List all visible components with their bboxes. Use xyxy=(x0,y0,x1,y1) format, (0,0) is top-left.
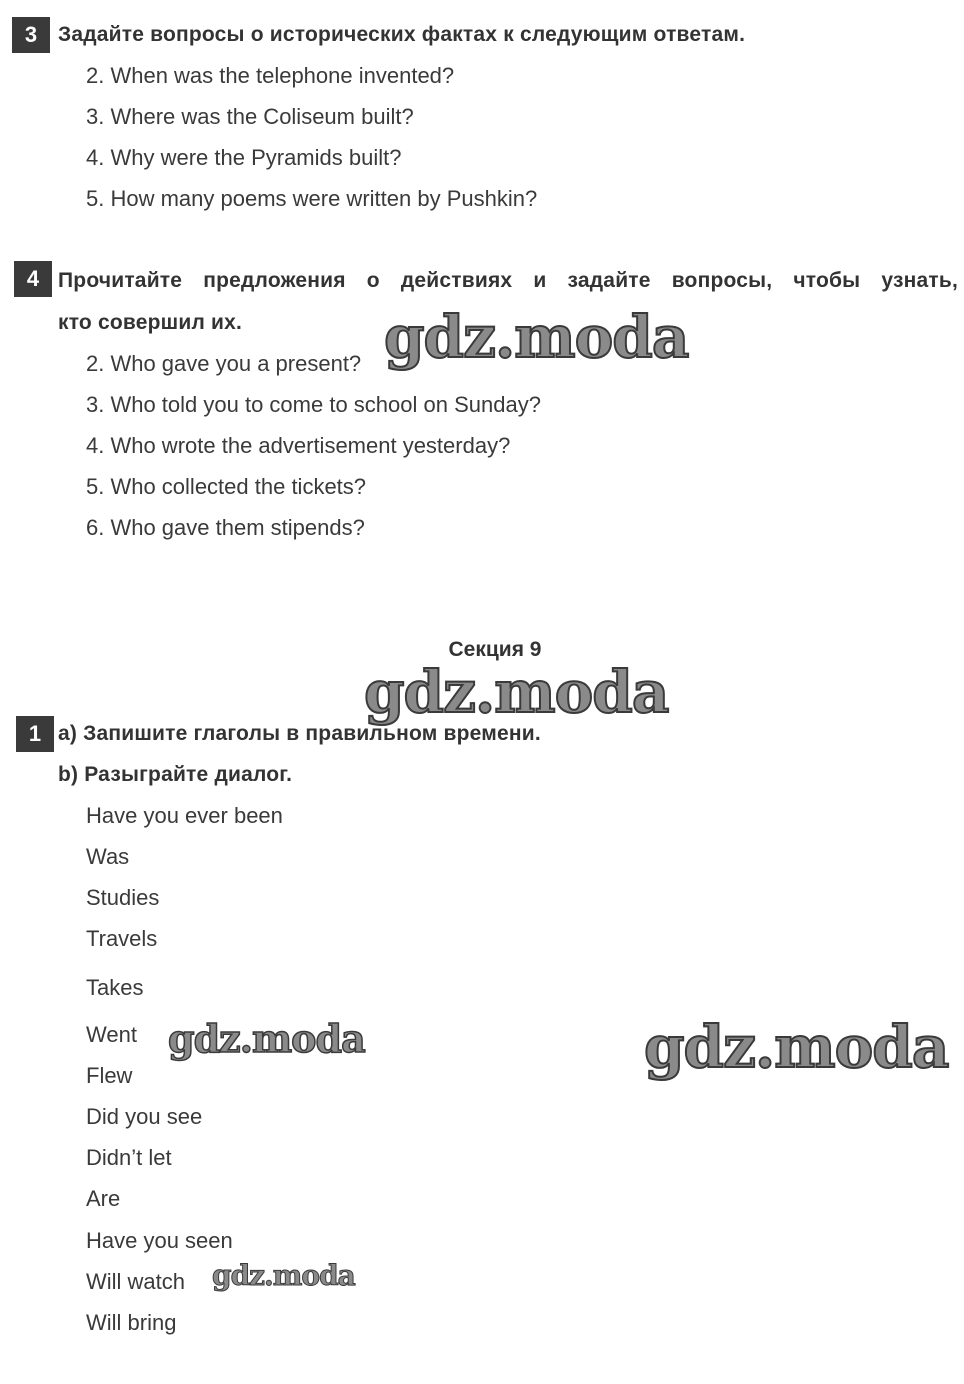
answer-3: Studies xyxy=(86,885,160,910)
exercise-number-4: 4 xyxy=(14,261,52,297)
exercise-number-3: 3 xyxy=(12,17,50,53)
exercise-4-item-2: 2. Who gave you a present? xyxy=(86,351,362,376)
exercise-1-task-b: b) Разыграйте диалог. xyxy=(58,763,293,786)
answer-6: Went xyxy=(86,1022,137,1047)
exercise-4-item-5: 5. Who collected the tickets? xyxy=(86,474,367,499)
exercise-4-item-6: 6. Who gave them stipends? xyxy=(86,515,365,540)
watermark-logo: gdz.moda xyxy=(644,1013,949,1081)
exercise-4-instruction-line-2: кто совершил их. xyxy=(58,311,243,334)
exercise-4-instruction-line-1: Прочитайте предложения о действиях и задайте вопросы, чтобы узнать, xyxy=(58,269,958,292)
exercise-number-1: 1 xyxy=(16,716,54,752)
answer-4: Travels xyxy=(86,926,158,951)
answer-8: Did you see xyxy=(86,1104,203,1129)
exercise-3-instruction: Задайте вопросы о исторических фактах к следующим ответам. xyxy=(58,23,746,46)
answer-13: Will bring xyxy=(86,1310,177,1335)
answer-5: Takes xyxy=(86,975,144,1000)
section-heading: Секция 9 xyxy=(448,638,542,661)
answer-1: Have you ever been xyxy=(86,803,283,828)
watermark-logo: gdz.moda xyxy=(212,1259,355,1292)
exercise-4-item-4: 4. Who wrote the advertisement yesterday? xyxy=(86,433,511,458)
exercise-3-item-3: 3. Where was the Coliseum built? xyxy=(86,104,414,129)
exercise-4-item-3: 3. Who told you to come to school on Sunday? xyxy=(86,392,541,417)
answer-2: Was xyxy=(86,844,130,869)
exercise-3-item-4: 4. Why were the Pyramids built? xyxy=(86,145,402,170)
exercise-1-task-a: a) Запишите глаголы в правильном времени. xyxy=(58,722,541,745)
watermark-logo: gdz.moda xyxy=(364,658,669,726)
exercise-3-item-5: 5. How many poems were written by Pushkin? xyxy=(86,186,538,211)
watermark-logo: gdz.moda xyxy=(384,303,689,371)
answer-9: Didn’t let xyxy=(86,1145,172,1170)
answer-7: Flew xyxy=(86,1063,133,1088)
answer-10: Are xyxy=(86,1186,121,1211)
answer-11: Have you seen xyxy=(86,1228,233,1253)
watermark-logo: gdz.moda xyxy=(168,1016,365,1061)
exercise-3-item-2: 2. When was the telephone invented? xyxy=(86,63,455,88)
answer-12: Will watch xyxy=(86,1269,186,1294)
